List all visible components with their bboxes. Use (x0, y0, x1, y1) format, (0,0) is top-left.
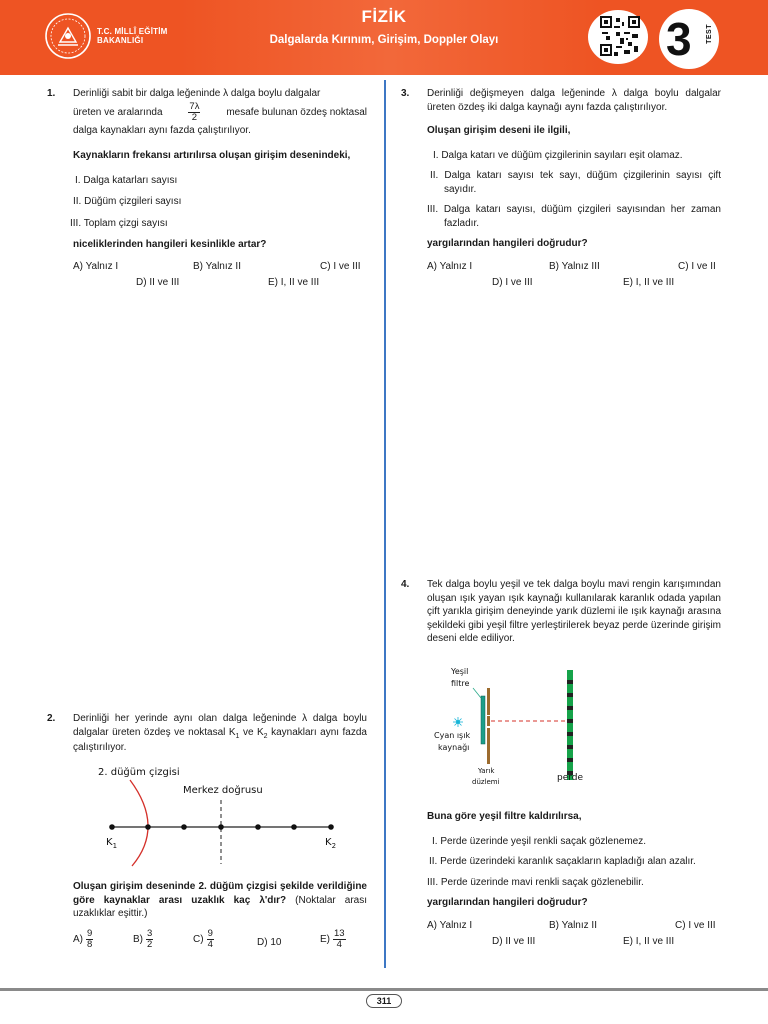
point-k2 (328, 824, 334, 830)
question-body (70, 87, 367, 290)
filter-label-1: Yeşil (451, 667, 469, 676)
point (218, 824, 224, 830)
question-4-part-2 (427, 810, 723, 949)
option-b[interactable]: B) Yalnız II (193, 260, 241, 272)
fraction-numerator: 7λ (189, 100, 200, 112)
filter-label-2: filtre (451, 679, 470, 688)
statement-3: III. Toplam çizgi sayısı (70, 217, 168, 229)
point (181, 824, 187, 830)
test-label: TEST (706, 24, 713, 44)
option-e[interactable]: E) I, II ve III (623, 276, 675, 288)
source-label-2: kaynağı (438, 743, 470, 752)
fraction-denominator: 2 (147, 938, 153, 950)
question-number: 4. (401, 579, 410, 590)
option-a[interactable]: A) Yalnız I (427, 260, 473, 272)
answer-options-row-2 (73, 276, 367, 290)
double-slit-diagram (425, 660, 605, 792)
point (145, 824, 151, 830)
fraction-numerator: 9 (87, 927, 93, 939)
answer-options-row-1 (427, 919, 723, 933)
question-number: 1. (47, 88, 56, 99)
fraction (146, 929, 153, 951)
screen-label: perde (557, 773, 584, 783)
option-d[interactable]: D) II ve III (136, 276, 180, 288)
slit-label-2: düzlemi (472, 778, 500, 786)
subject-title: FİZİK (361, 7, 407, 26)
point-k1 (109, 824, 115, 830)
question-text: niceliklerinden hangileri kesinlikle artar? (73, 239, 267, 251)
option-label: B) (133, 933, 143, 945)
option-label: A) (73, 933, 83, 945)
question-body (427, 87, 721, 290)
statement-1: I. Dalga katarı ve düğüm çizgilerinin sayıları eşit olamaz. (433, 149, 683, 161)
option-e[interactable]: E) I, II ve III (268, 276, 320, 288)
answer-options-row-2 (427, 276, 721, 290)
answer-options (73, 929, 367, 961)
option-c[interactable]: C) I ve III (675, 919, 716, 931)
fraction-numerator: 3 (147, 927, 153, 939)
intro-text: Derinliği her yerinde aynı olan dalga leğeninde λ dalga boylu dalgalar üreten özdeş ve noktasal K (73, 713, 367, 738)
slit-plane-middle (487, 716, 490, 726)
fraction (333, 929, 346, 951)
option-c[interactable]: C) I ve II (678, 260, 716, 272)
ministry-line-2: BAKANLIĞI (97, 36, 144, 46)
fraction-numerator: 9 (207, 927, 213, 939)
option-b[interactable]: B) Yalnız II (549, 919, 597, 931)
question-2-part-2 (73, 880, 367, 961)
statement-2: II. Perde üzerindeki karanlık saçakların kapladığı alan azalır. (429, 856, 696, 867)
option-b[interactable]: B) Yalnız III (549, 260, 600, 272)
green-filter (481, 696, 485, 744)
slit-plane-bottom (487, 728, 490, 764)
question-prompt: Kaynakların frekansı artırılırsa oluşan girişim desenindeki, (73, 149, 351, 161)
option-e[interactable] (320, 929, 349, 951)
option-label: C) (193, 933, 204, 945)
option-d[interactable] (257, 929, 281, 957)
interference-diagram (90, 760, 360, 870)
subscript: 2 (263, 732, 268, 740)
option-a[interactable]: A) Yalnız I (427, 919, 473, 931)
statement-1: I. Dalga katarları sayısı (75, 174, 178, 186)
footer-line (0, 988, 768, 991)
k1-label: $K_1$ (106, 837, 118, 850)
option-e[interactable]: E) I, II ve III (623, 935, 675, 947)
slit-plane-top (487, 688, 490, 715)
fraction-numerator: 13 (334, 927, 345, 939)
question-number: 3. (401, 88, 410, 99)
intro-text: üreten ve aralarında (73, 106, 163, 118)
point (291, 824, 297, 830)
center-line-label: Merkez doğrusu (183, 785, 263, 796)
question-intro-line-2 (73, 102, 367, 124)
option-a[interactable]: A) Yalnız I (73, 260, 119, 272)
fraction (86, 929, 93, 951)
question-intro (73, 712, 367, 754)
question-text (73, 880, 367, 921)
node-line-curve (130, 780, 148, 866)
option-d[interactable]: D) I ve III (492, 276, 533, 288)
statement-3: III. Dalga katarı sayısı, düğüm çizgileri sayısından her zaman fazladır. (427, 204, 721, 229)
page-number: 311 (366, 994, 402, 1008)
source-label-1: Cyan ışık (434, 731, 471, 740)
question-note: (Noktalar arası uzaklıklar eşittir.) (73, 894, 367, 919)
fraction (207, 929, 214, 951)
statement-3: III. Perde üzerinde mavi renkli saçak gözlenebilir. (427, 876, 644, 888)
column-divider (384, 80, 386, 968)
question-intro: Derinliği değişmeyen dalga leğeninde λ dalga boylu dalgalar üreten özdeş iki dalga kaynağı aynı fazda çalıştırılıyor. (427, 88, 721, 113)
answer-options-row-1 (73, 260, 367, 274)
qr-code-icon (600, 16, 640, 56)
intro-text: ve K (239, 726, 264, 738)
question-prompt: Buna göre yeşil filtre kaldırılırsa, (427, 811, 582, 822)
fraction-denominator: 2 (191, 111, 198, 123)
fraction-denominator: 4 (336, 938, 342, 950)
point (255, 824, 261, 830)
test-number: 3 (666, 13, 692, 65)
question-body (73, 712, 367, 754)
intro-text: mesafe bulunan özdeş noktasal (226, 106, 367, 118)
ministry-line-1: T.C. MİLLÎ EĞİTİM (97, 27, 168, 36)
question-intro: Tek dalga boylu yeşil ve tek dalga boylu mavi rengin karışımından oluşan ışık yayan ışık kaynağı kullanılarak karanlık odada yapılan çift yarıkla girişim deneyinde yarık düzlemi ile ışık kaynağı arasına şekildeki gibi yeşil filtre yerleştirilerek beyaz perde üzerinde girişim deseni elde ediliyor. (427, 579, 721, 644)
statement-2: II. Düğüm çizgileri sayısı (73, 196, 182, 208)
option-label: D) 10 (257, 936, 282, 948)
subscript: 1 (235, 732, 240, 740)
question-number: 2. (47, 713, 56, 724)
light-source-icon (453, 717, 463, 727)
slit-label-1: Yarık (478, 767, 495, 775)
intro-text: kaynakları aynı fazda çalıştırılıyor. (73, 726, 367, 753)
answer-options-row-2 (427, 935, 723, 949)
question-intro-line-3: dalga kaynakları aynı fazda çalıştırılıyor. (73, 125, 251, 137)
question-text: yargılarından hangileri doğrudur? (427, 897, 588, 908)
fraction-denominator: 8 (87, 938, 93, 950)
question-bold-text: Oluşan girişim deseninde 2. düğüm çizgisi şekilde verildiğine göre kaynaklar arası uzaklık kaç λ'dır? (73, 881, 367, 906)
option-b[interactable] (133, 929, 156, 951)
topic-title: Dalgalarda Kırınım, Girişim, Doppler Olayı (269, 34, 499, 46)
question-body (427, 578, 721, 646)
option-a[interactable] (73, 929, 96, 951)
question-intro-line-1: Derinliği sabit bir dalga leğeninde λ dalga boylu dalgalar (73, 88, 321, 99)
option-label: E) (320, 933, 330, 945)
statement-2: II. Dalga katarı sayısı tek sayı, düğüm çizgilerinin sayısı çift sayıdır. (430, 170, 721, 195)
statement-1: I. Perde üzerinde yeşil renkli saçak gözlenemez. (432, 835, 646, 847)
option-c[interactable] (193, 929, 217, 951)
question-prompt: Oluşan girişim deseni ile ilgili, (427, 125, 571, 136)
k2-label: $K_2$ (325, 837, 337, 850)
page-header (0, 0, 768, 75)
screen (567, 670, 573, 780)
fraction-denominator: 4 (207, 938, 213, 950)
question-text: yargılarından hangileri doğrudur? (427, 238, 588, 249)
filter-pointer (473, 688, 481, 698)
fraction (188, 102, 200, 124)
option-c[interactable]: C) I ve III (320, 260, 361, 272)
option-d[interactable]: D) II ve III (492, 935, 536, 947)
answer-options-row-1 (427, 260, 721, 274)
node-line-label: 2. düğüm çizgisi (98, 767, 180, 778)
